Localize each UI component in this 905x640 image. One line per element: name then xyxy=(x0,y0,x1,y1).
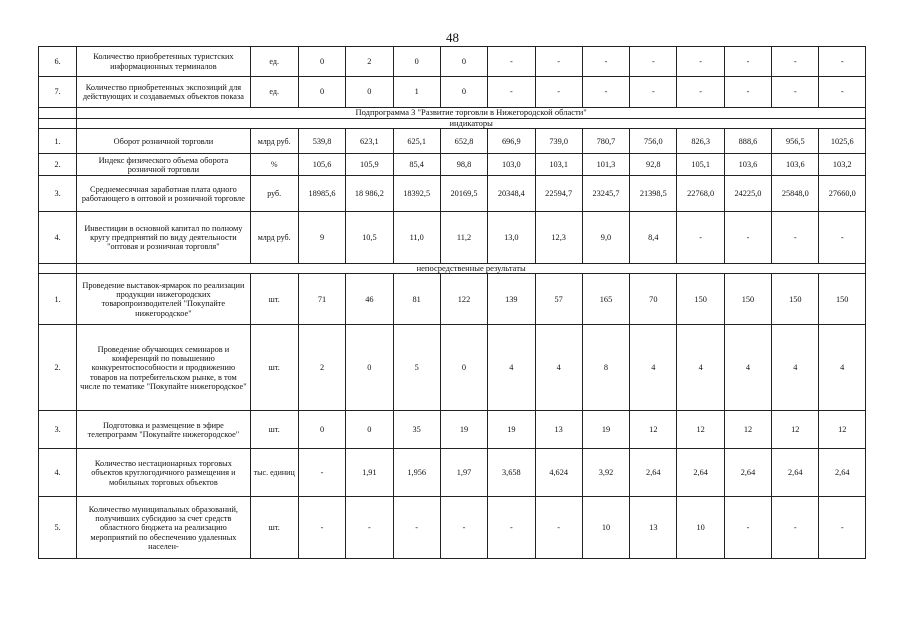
row-value: 12,3 xyxy=(535,212,582,264)
row-value: 0 xyxy=(440,77,487,108)
row-value: 0 xyxy=(298,77,345,108)
row-value: - xyxy=(772,497,819,559)
table-row xyxy=(39,411,866,449)
row-value: - xyxy=(488,77,535,108)
row-value: - xyxy=(535,77,582,108)
row-value: 1 xyxy=(393,77,440,108)
row-value: 24225,0 xyxy=(724,176,771,212)
row-value: - xyxy=(677,77,724,108)
row-name: Проведение выставок-ярмарок по реализации продукции нижегородских товаропроизводителей "Покупайте нижегородское" xyxy=(77,274,250,325)
row-value: 1,956 xyxy=(393,449,440,497)
row-value: - xyxy=(630,47,677,77)
row-name: Количество приобретенных туристских информационных терминалов xyxy=(77,47,250,77)
row-value: 18 986,2 xyxy=(346,176,393,212)
row-value: 0 xyxy=(298,47,345,77)
row-value: 12 xyxy=(677,411,724,449)
row-value: - xyxy=(582,77,629,108)
row-value: 12 xyxy=(630,411,677,449)
row-value: 10,5 xyxy=(346,212,393,264)
row-value: 13,0 xyxy=(488,212,535,264)
row-value: 103,2 xyxy=(819,154,866,176)
row-value: 0 xyxy=(346,325,393,411)
row-value: - xyxy=(819,497,866,559)
row-value: 4 xyxy=(819,325,866,411)
row-name: Инвестиции в основной капитал по полному кругу предприятий по виду деятельности "оптовая и розничная торговля" xyxy=(77,212,250,264)
row-value: 20348,4 xyxy=(488,176,535,212)
row-value: - xyxy=(488,47,535,77)
row-number: 2. xyxy=(39,325,77,411)
row-value: 3,658 xyxy=(488,449,535,497)
table-row xyxy=(39,47,866,77)
row-value: 756,0 xyxy=(630,129,677,154)
row-value: 150 xyxy=(724,274,771,325)
row-value: 2,64 xyxy=(819,449,866,497)
row-value: - xyxy=(677,47,724,77)
row-value: 10 xyxy=(677,497,724,559)
row-value: - xyxy=(724,47,771,77)
row-unit: млрд руб. xyxy=(250,212,298,264)
row-value: 826,3 xyxy=(677,129,724,154)
row-value: 10 xyxy=(582,497,629,559)
row-value: 27660,0 xyxy=(819,176,866,212)
row-name: Индекс физического объема оборота розничной торговли xyxy=(77,154,250,176)
row-value: 4 xyxy=(724,325,771,411)
row-value: 22594,7 xyxy=(535,176,582,212)
row-value: 4 xyxy=(535,325,582,411)
row-value: 103,6 xyxy=(724,154,771,176)
row-value: 888,6 xyxy=(724,129,771,154)
blank-cell xyxy=(39,264,77,274)
row-value: 4 xyxy=(772,325,819,411)
row-value: - xyxy=(488,497,535,559)
row-value: 3,92 xyxy=(582,449,629,497)
row-value: 57 xyxy=(535,274,582,325)
row-value: 19 xyxy=(582,411,629,449)
row-value: 4,624 xyxy=(535,449,582,497)
row-value: 165 xyxy=(582,274,629,325)
row-value: - xyxy=(298,497,345,559)
row-value: 19 xyxy=(488,411,535,449)
row-value: 0 xyxy=(440,47,487,77)
row-value: 539,8 xyxy=(298,129,345,154)
row-value: 18985,6 xyxy=(298,176,345,212)
row-value: - xyxy=(724,212,771,264)
row-value: 623,1 xyxy=(346,129,393,154)
table-row xyxy=(39,212,866,264)
row-number: 6. xyxy=(39,47,77,77)
row-value: 35 xyxy=(393,411,440,449)
row-value: 0 xyxy=(298,411,345,449)
row-number: 1. xyxy=(39,274,77,325)
row-unit: шт. xyxy=(250,325,298,411)
row-value: - xyxy=(772,77,819,108)
row-value: 2 xyxy=(298,325,345,411)
row-value: 71 xyxy=(298,274,345,325)
row-value: 4 xyxy=(488,325,535,411)
row-value: 9,0 xyxy=(582,212,629,264)
row-unit: шт. xyxy=(250,497,298,559)
row-value: 19 xyxy=(440,411,487,449)
row-value: 1025,6 xyxy=(819,129,866,154)
row-value: 22768,0 xyxy=(677,176,724,212)
row-value: 0 xyxy=(393,47,440,77)
table-row xyxy=(39,154,866,176)
row-value: 46 xyxy=(346,274,393,325)
row-value: 2,64 xyxy=(724,449,771,497)
section-row xyxy=(39,264,866,274)
row-unit: ед. xyxy=(250,47,298,77)
row-value: 2,64 xyxy=(677,449,724,497)
row-value: 150 xyxy=(677,274,724,325)
section-row xyxy=(39,119,866,129)
row-value: 1,97 xyxy=(440,449,487,497)
row-name: Среднемесячная заработная плата одного работающего в оптовой и розничной торговле xyxy=(77,176,250,212)
row-number: 4. xyxy=(39,449,77,497)
row-name: Проведение обучающих семинаров и конференций по повышению конкурентоспособности и продвижению товаров на потребительском рынке, в том числе по тематике "Покупайте нижегородское" xyxy=(77,325,250,411)
row-name: Подготовка и размещение в эфире телепрограмм "Покупайте нижегородское" xyxy=(77,411,250,449)
row-name: Оборот розничной торговли xyxy=(77,129,250,154)
row-unit: шт. xyxy=(250,274,298,325)
row-value: - xyxy=(535,47,582,77)
row-value: - xyxy=(630,77,677,108)
row-value: 105,6 xyxy=(298,154,345,176)
row-value: - xyxy=(724,77,771,108)
row-value: - xyxy=(819,212,866,264)
table-row xyxy=(39,176,866,212)
row-value: - xyxy=(535,497,582,559)
row-value: - xyxy=(582,47,629,77)
row-value: 13 xyxy=(535,411,582,449)
table-row xyxy=(39,274,866,325)
row-value: 12 xyxy=(724,411,771,449)
row-value: 739,0 xyxy=(535,129,582,154)
table-row xyxy=(39,449,866,497)
row-number: 3. xyxy=(39,411,77,449)
row-number: 2. xyxy=(39,154,77,176)
row-name: Количество нестационарных торговых объектов круглогодичного размещения и мобильных торговых объектов xyxy=(77,449,250,497)
row-value: - xyxy=(346,497,393,559)
table-row xyxy=(39,77,866,108)
subprogram-title: Подпрограмма 3 "Развитие торговли в Нижегородской области" xyxy=(77,108,866,119)
indicators-title: индикаторы xyxy=(77,119,866,129)
row-value: - xyxy=(772,212,819,264)
row-value: 105,9 xyxy=(346,154,393,176)
row-unit: шт. xyxy=(250,411,298,449)
row-value: 4 xyxy=(677,325,724,411)
row-unit: % xyxy=(250,154,298,176)
page-number: 48 xyxy=(446,30,459,45)
row-unit: млрд руб. xyxy=(250,129,298,154)
row-value: 0 xyxy=(346,77,393,108)
row-value: 25848,0 xyxy=(772,176,819,212)
row-value: 0 xyxy=(440,325,487,411)
row-value: 12 xyxy=(819,411,866,449)
row-value: 101,3 xyxy=(582,154,629,176)
row-number: 3. xyxy=(39,176,77,212)
row-number: 5. xyxy=(39,497,77,559)
row-value: 1,91 xyxy=(346,449,393,497)
row-value: 103,6 xyxy=(772,154,819,176)
row-unit: ед. xyxy=(250,77,298,108)
row-value: 13 xyxy=(630,497,677,559)
subprogram-row xyxy=(39,108,866,119)
row-name: Количество приобретенных экспозиций для действующих и создаваемых объектов показа xyxy=(77,77,250,108)
row-value: 2,64 xyxy=(772,449,819,497)
row-value: 98,8 xyxy=(440,154,487,176)
row-value: 4 xyxy=(630,325,677,411)
row-name: Количество муниципальных образований, получивших субсидию за счет средств областного бюджета на реализацию мероприятий по обеспечению удаленных населен- xyxy=(77,497,250,559)
row-value: 103,0 xyxy=(488,154,535,176)
row-value: - xyxy=(819,77,866,108)
row-value: - xyxy=(724,497,771,559)
table-row xyxy=(39,325,866,411)
row-value: - xyxy=(298,449,345,497)
row-value: 103,1 xyxy=(535,154,582,176)
row-value: - xyxy=(819,47,866,77)
row-value: - xyxy=(440,497,487,559)
row-value: 21398,5 xyxy=(630,176,677,212)
row-value: - xyxy=(677,212,724,264)
row-value: 11,2 xyxy=(440,212,487,264)
row-value: 2,64 xyxy=(630,449,677,497)
row-number: 1. xyxy=(39,129,77,154)
row-value: 81 xyxy=(393,274,440,325)
row-unit: руб. xyxy=(250,176,298,212)
row-number: 7. xyxy=(39,77,77,108)
row-number: 4. xyxy=(39,212,77,264)
indicators-table xyxy=(38,46,866,559)
row-value: 9 xyxy=(298,212,345,264)
row-value: 652,8 xyxy=(440,129,487,154)
row-value: 139 xyxy=(488,274,535,325)
row-value: 625,1 xyxy=(393,129,440,154)
row-value: - xyxy=(393,497,440,559)
row-value: 11,0 xyxy=(393,212,440,264)
row-value: 2 xyxy=(346,47,393,77)
row-value: 20169,5 xyxy=(440,176,487,212)
row-value: 150 xyxy=(772,274,819,325)
row-value: 8 xyxy=(582,325,629,411)
results-title: непосредственные результаты xyxy=(77,264,866,274)
blank-cell xyxy=(39,119,77,129)
row-value: 122 xyxy=(440,274,487,325)
row-value: 696,9 xyxy=(488,129,535,154)
row-value: 956,5 xyxy=(772,129,819,154)
table-row xyxy=(39,129,866,154)
row-value: 12 xyxy=(772,411,819,449)
table-body xyxy=(39,47,866,559)
row-value: 92,8 xyxy=(630,154,677,176)
row-value: 780,7 xyxy=(582,129,629,154)
row-value: 85,4 xyxy=(393,154,440,176)
row-value: 0 xyxy=(346,411,393,449)
row-value: 150 xyxy=(819,274,866,325)
row-value: - xyxy=(772,47,819,77)
table-row xyxy=(39,497,866,559)
row-value: 8,4 xyxy=(630,212,677,264)
row-value: 23245,7 xyxy=(582,176,629,212)
row-value: 105,1 xyxy=(677,154,724,176)
row-value: 5 xyxy=(393,325,440,411)
blank-cell xyxy=(39,108,77,119)
row-value: 18392,5 xyxy=(393,176,440,212)
row-unit: тыс. единиц xyxy=(250,449,298,497)
row-value: 70 xyxy=(630,274,677,325)
